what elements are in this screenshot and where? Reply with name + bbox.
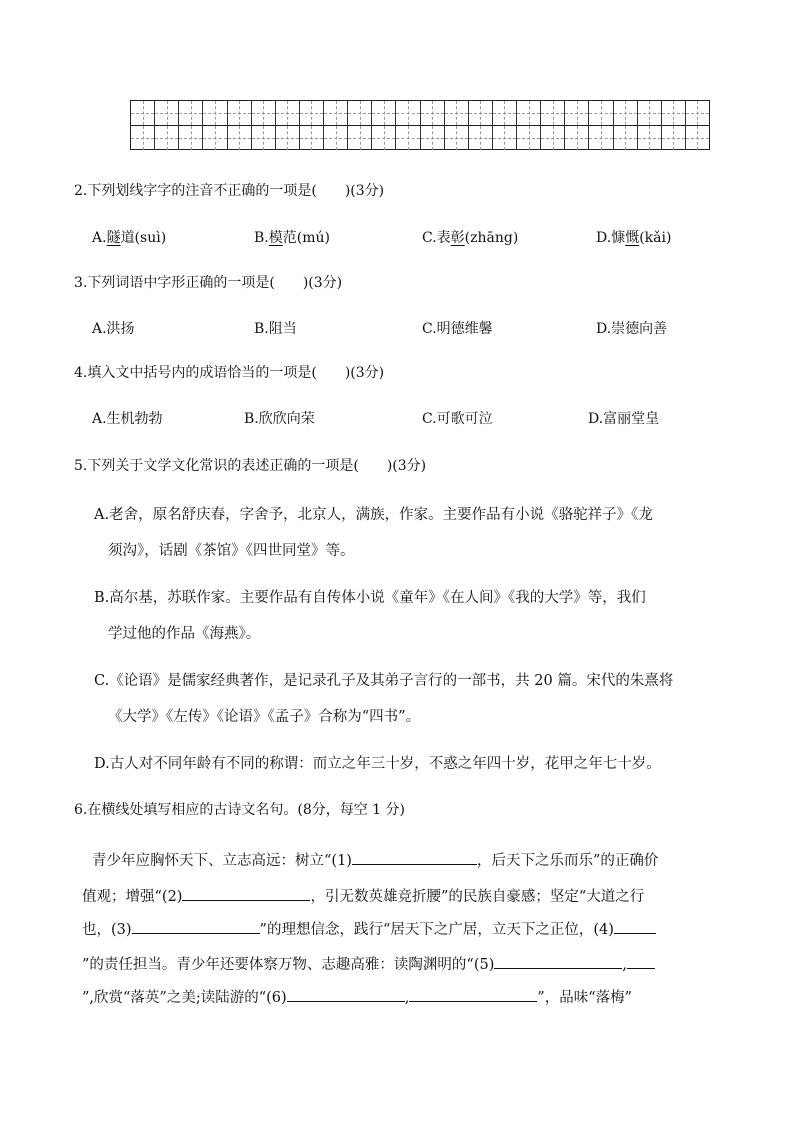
blank-2[interactable]	[182, 886, 310, 901]
q5-option-b-line1[interactable]: B.高尔基，苏联作家。主要作品有自传体小说《童年》《在人间》《我的大学》等，我们	[94, 590, 646, 606]
q2-option-d[interactable]: D.慷慨(kǎi)	[596, 230, 672, 246]
q5-option-c-line1[interactable]: C.《论语》是儒家经典著作，是记录孔子及其弟子言行的一部书，共 20 篇。宋代的朱熹将	[94, 673, 674, 689]
blank-4[interactable]	[614, 919, 656, 934]
blank-3[interactable]	[132, 919, 260, 934]
q5-option-d-line1[interactable]: D.古人对不同年龄有不同的称谓：而立之年三十岁，不惑之年四十岁，花甲之年七十岁。	[94, 756, 661, 772]
blank-6b[interactable]	[409, 987, 537, 1002]
q3-option-c[interactable]: C.明德维馨	[422, 321, 493, 337]
q4-option-d[interactable]: D.富丽堂皇	[588, 411, 660, 427]
blank-5b[interactable]	[627, 954, 655, 969]
blank-1[interactable]	[352, 850, 477, 865]
blank-6a[interactable]	[287, 987, 405, 1002]
grid-row-top	[131, 101, 709, 126]
q5-stem: 5.下列关于文学文化常识的表述正确的一项是( )(3分)	[74, 458, 427, 474]
q6-line-5: ”,欣赏“落英”之美;读陆游的“(6) , ”，品味“落梅”	[82, 986, 632, 1007]
q6-line-1: 青少年应胸怀天下、立志高远：树立“(1) ，后天下之乐而乐”的正确价	[92, 849, 658, 870]
q5-option-a-line2: 须沟》，话剧《茶馆》《四世同堂》等。	[108, 543, 355, 559]
q2-option-b[interactable]: B.模范(mú)	[254, 230, 330, 246]
underlined-char: 慨	[625, 230, 640, 246]
q6-line-4: ”的责任担当。青少年还要体察万物、志趣高雅：读陶渊明的“(5) ,	[82, 953, 655, 974]
q4-option-c[interactable]: C.可歌可泣	[422, 411, 493, 427]
underlined-char: 彰	[450, 230, 465, 246]
q4-option-b[interactable]: B.欣欣向荣	[244, 411, 315, 427]
q5-option-c-line2: 《大学》《左传》《论语》《孟子》合称为“四书”。	[108, 709, 421, 725]
q5-option-a-line1[interactable]: A.老舍，原名舒庆春，字舍予，北京人，满族，作家。主要作品有小说《骆驼祥子》《龙	[94, 507, 653, 523]
blank-5a[interactable]	[494, 954, 622, 969]
grid-row-bottom	[131, 126, 709, 150]
q6-stem: 6.在横线处填写相应的古诗文名句。(8分，每空 1 分)	[74, 802, 405, 818]
q6-line-3: 也，(3) ”的理想信念，践行“居天下之广居，立天下之正位，(4)	[82, 918, 656, 939]
underlined-char: 隧	[106, 230, 121, 246]
q3-option-d[interactable]: D.崇德向善	[596, 321, 668, 337]
q3-option-a[interactable]: A.洪扬	[92, 321, 135, 337]
writing-grid[interactable]	[130, 100, 710, 150]
q5-option-b-line2: 学过他的作品《海燕》。	[108, 626, 261, 642]
underlined-char: 模	[268, 230, 283, 246]
q3-option-b[interactable]: B.阻当	[254, 321, 297, 337]
q4-stem: 4.填入文中括号内的成语恰当的一项是( )(3分)	[74, 365, 385, 381]
q2-option-c[interactable]: C.表彰(zhāng)	[422, 230, 519, 246]
q2-option-a[interactable]: A.隧道(suì)	[92, 230, 167, 246]
q6-line-2: 值观；增强“(2) ，引无数英雄竞折腰”的民族自豪感；坚定“大道之行	[82, 885, 644, 906]
q3-stem: 3.下列词语中字形正确的一项是( )(3分)	[74, 275, 343, 291]
q2-stem: 2.下列划线字字的注音不正确的一项是( )(3分)	[74, 183, 385, 199]
q4-option-a[interactable]: A.生机勃勃	[92, 411, 163, 427]
